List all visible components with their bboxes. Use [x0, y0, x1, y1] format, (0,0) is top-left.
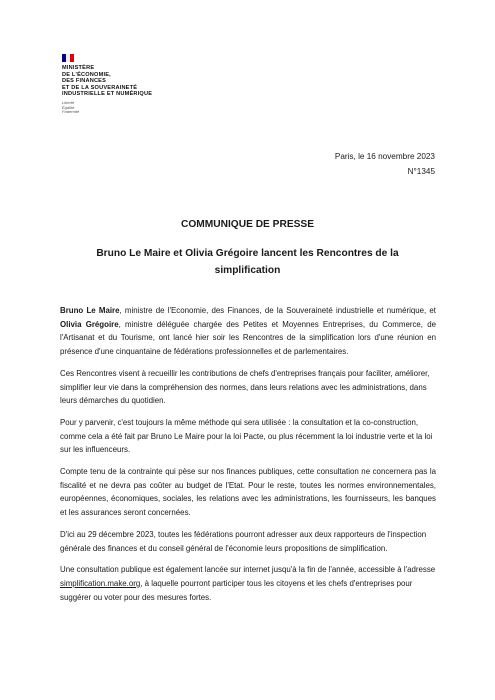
ministry-name-line-5: INDUSTRIELLE ET NUMÉRIQUE: [62, 91, 153, 98]
document-title: COMMUNIQUE DE PRESSE: [180, 219, 315, 230]
marianne-flag-icon: [62, 54, 74, 62]
ministry-logo: [62, 54, 202, 115]
headline-line-1: Bruno Le Maire et Olivia Grégoire lancent les Rencontres de la: [96, 248, 399, 259]
ministry-name-line-1: MINISTÈRE: [62, 65, 95, 71]
motto-egalite: Égalité: [62, 104, 75, 110]
intro-text-1: , ministre de l'Economie, des Finances, de la Souveraineté industrielle et numérique, et: [119, 306, 436, 315]
motto-liberte: Liberté: [62, 99, 75, 105]
press-release-body: [60, 304, 436, 612]
motto-fraternite: Fraternité: [62, 109, 80, 115]
dateline: [335, 149, 435, 179]
paragraph-deadline: D'ici au 29 décembre 2023, toutes les fédérations pourront adresser aux deux rapporteurs de l'inspection générale des finances et du conseil général de l'économie leurs propositions de simplification.: [60, 529, 427, 553]
press-release-headline: [40, 245, 455, 279]
paragraph-method: Pour y parvenir, c'est toujours la même méthode qui sera utilisée : la consultation et la co-construction, comme cela a été fait par Bruno Le Maire pour la loi Pacte, ou plus récemment la loi industrie verte et la loi sur les influenceurs.: [60, 417, 433, 455]
release-number: N°1345: [407, 167, 435, 176]
ministry-name-line-3: DES FINANCES: [62, 78, 107, 85]
paragraph-intro: [60, 304, 436, 359]
consultation-text-2: , à laquelle pourront participer tous les citoyens et les chefs d'entreprises pour suggérer ou voter pour des mesures fortes.: [60, 578, 413, 602]
republic-motto: [62, 101, 202, 115]
paragraph-scope: Compte tenu de la contrainte qui pèse sur nos finances publiques, cette consultation ne concernera pas la fiscalité et ne devra pas coûter au budget de l'Etat. Pour le reste, toutes les normes environnementales, européennes, économiques, sociales, les relations avec les administrations, les fournisseurs, les banques et les assurances seront concernées.: [60, 467, 436, 518]
name-bruno-le-maire: Bruno Le Maire: [60, 306, 120, 315]
paragraph-consultation: [60, 563, 436, 604]
consultation-text-1: Une consultation publique est également lancée sur internet jusqu'à la fin de l'année, accessible à l'adresse: [60, 565, 436, 575]
ministry-name-line-4: ET DE LA SOUVERAINETÉ: [62, 84, 138, 91]
paragraph-objectives: Ces Rencontres visent à recueillir les contributions de chefs d'entreprises français pour faciliter, améliorer, simplifier leur vie dans la compréhension des normes, dans leurs relations avec les administrations, dans leurs démarches du quotidien.: [60, 368, 430, 406]
ministry-name-line-2: DE L'ÉCONOMIE,: [62, 71, 111, 78]
intro-text-2: , ministre déléguée chargée des Petites et Moyennes Entreprises, du Commerce, de l'Artisanat et du Tourisme, ont lancé hier soir les Rencontres de la simplification lors d'une réunion en présence d'une cinquantaine de fédérations professionnelles et de parlementaires.: [60, 319, 436, 357]
consultation-website-link[interactable]: simplification.make.org: [60, 578, 141, 588]
release-date: Paris, le 16 novembre 2023: [334, 152, 435, 161]
headline-line-2: simplification: [214, 265, 281, 276]
name-olivia-gregoire: Olivia Grégoire: [60, 319, 119, 329]
